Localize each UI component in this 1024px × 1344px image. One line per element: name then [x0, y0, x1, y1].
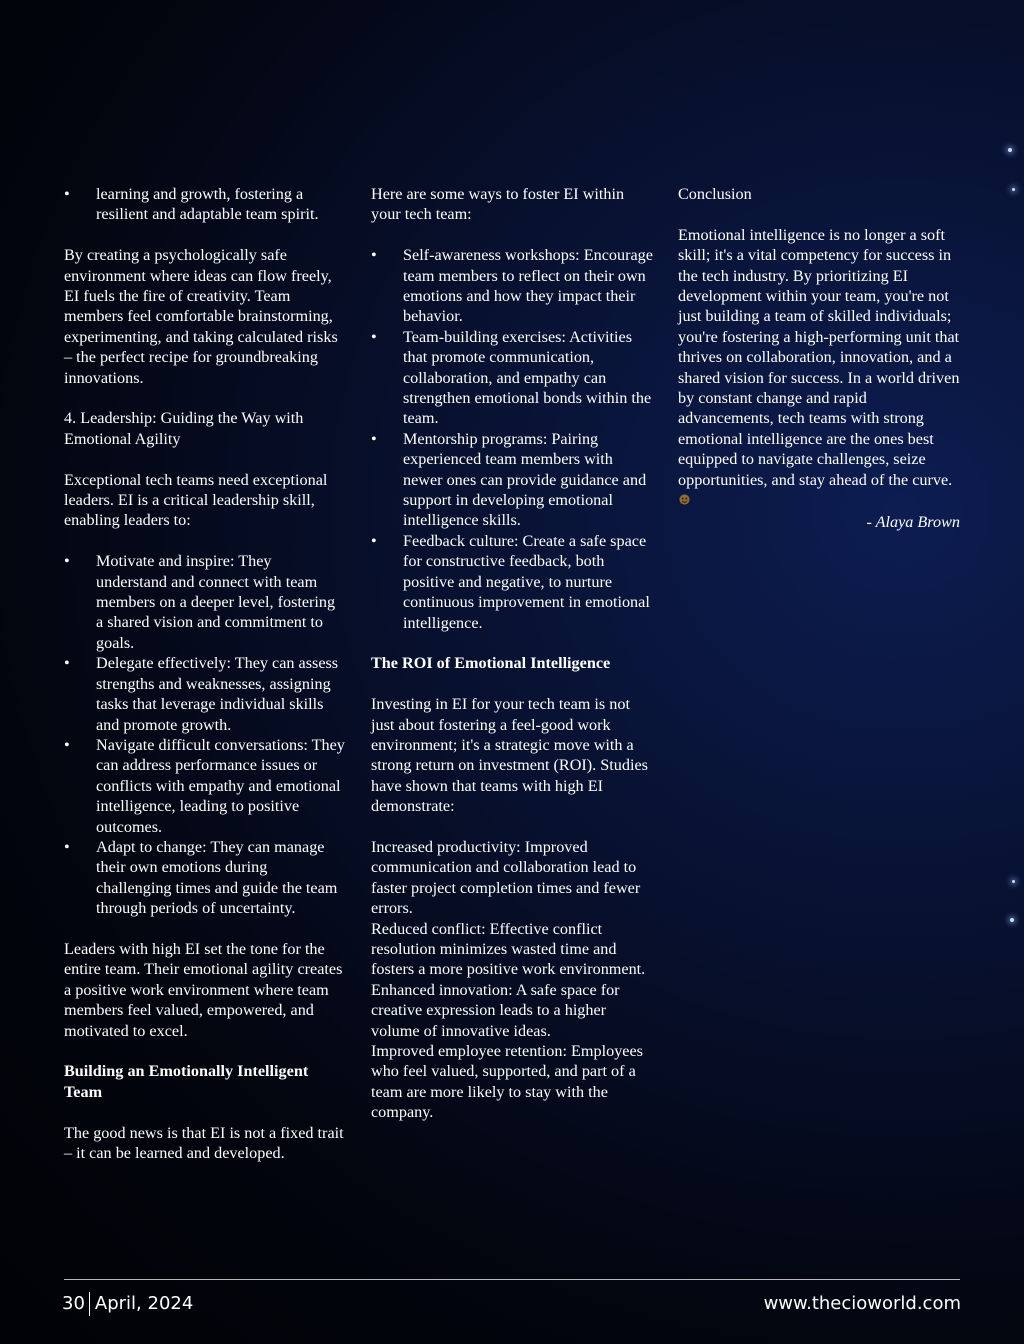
list-item: • Team-building exercises: Activities that promote communication, collaboration, and empathy can strengthen emotional bonds within the team. — [371, 327, 655, 429]
list-item: • Mentorship programs: Pairing experienced team members with newer ones can provide guidance and support in developing emotional intelligence skills. — [371, 429, 655, 531]
bullet-list-continued — [64, 184, 346, 225]
benefit-item: Improved employee retention: Employees who feel valued, supported, and part of a team are more likely to stay with the company. — [371, 1042, 643, 1122]
benefit-item: Reduced conflict: Effective conflict resolution minimizes wasted time and fosters a more positive work environment. — [371, 919, 646, 979]
footer-page-info — [62, 1290, 193, 1318]
paragraph-leaders-intro: Exceptional tech teams need exceptional leaders. EI is a critical leadership skill, enabling leaders to: — [64, 470, 328, 530]
paragraph-ways-intro: Here are some ways to foster EI within your tech team: — [371, 185, 625, 224]
footer-separator — [89, 1292, 90, 1316]
benefit-item: Enhanced innovation: A safe space for creative expression leads to a higher volume of innovative ideas. — [371, 980, 620, 1040]
paragraph-creativity: By creating a psychologically safe environment where ideas can flow freely, EI fuels the fire of creativity. Team members feel comfortable brainstorming, experimenting, and taking calculated risks – the perfect recipe for groundbreaking innovations. — [64, 246, 338, 387]
website-url[interactable]: www.thecioworld.com — [763, 1293, 961, 1314]
list-item: • Feedback culture: Create a safe space for constructive feedback, both positive and negative, to nurture continuous improvement in emotional intelligence. — [371, 531, 655, 633]
paragraph-conclusion — [678, 225, 960, 512]
section-heading-leadership: 4. Leadership: Guiding the Way with Emotional Agility — [64, 409, 304, 448]
background-star — [1008, 148, 1012, 152]
footer-divider — [64, 1279, 960, 1280]
list-item: • Motivate and inspire: They understand and connect with team members on a deeper level, fostering a shared vision and commitment to goals. — [64, 551, 346, 653]
page-number: 30 — [62, 1293, 85, 1314]
section-heading-roi: The ROI of Emotional Intelligence — [371, 654, 611, 673]
paragraph-roi-intro: Investing in EI for your tech team is not just about fostering a feel-good work environment; it's a strategic move with a strong return on investment (ROI). Studies have shown that teams with high EI demonstrate: — [371, 695, 648, 816]
article-column-3 — [678, 184, 960, 552]
list-item: • Adapt to change: They can manage their own emotions during challenging times and guide the team through periods of uncertainty. — [64, 837, 346, 919]
leadership-skills-list — [64, 551, 346, 918]
paragraph-leaders-tone: Leaders with high EI set the tone for the entire team. Their emotional agility creates a positive work environment where team members feel valued, empowered, and motivated to excel. — [64, 939, 343, 1040]
conclusion-text: Emotional intelligence is no longer a soft skill; it's a vital competency for success in the tech industry. By prioritizing EI development within your team, you're not just building a team of skilled individuals; you're fostering a high-performing unit that thrives on collaboration, innovation, and a shared vision for success. In a world driven by constant change and rapid advancements, tech teams with strong emotional intelligence are the ones best equipped to navigate challenges, seize opportunities, and stay ahead of the curve. — [678, 225, 960, 489]
benefit-item: Increased productivity: Improved communication and collaboration lead to faster project completion times and fewer errors. — [371, 837, 641, 918]
article-column-2 — [371, 184, 655, 1123]
section-heading-conclusion: Conclusion — [678, 185, 752, 203]
decorative-emoji-icon — [678, 491, 691, 511]
article-column-1 — [64, 184, 346, 1184]
foster-ei-list — [371, 245, 655, 633]
list-item: • learning and growth, fostering a resilient and adaptable team spirit. — [64, 184, 346, 225]
background-star — [1012, 880, 1015, 883]
list-item: • Self-awareness workshops: Encourage team members to reflect on their own emotions and how they impact their behavior. — [371, 245, 655, 327]
background-star — [1010, 918, 1014, 922]
paragraph-good-news: The good news is that EI is not a fixed trait – it can be learned and developed. — [64, 1123, 344, 1162]
section-heading-building-team: Building an Emotionally Intelligent Team — [64, 1062, 309, 1101]
list-item: • Navigate difficult conversations: They can address performance issues or conflicts with empathy and emotional intelligence, leading to positive outcomes. — [64, 735, 346, 837]
background-star — [1012, 188, 1015, 191]
issue-date: April, 2024 — [94, 1293, 194, 1314]
author-signature: - Alaya Brown — [866, 512, 960, 531]
list-item: • Delegate effectively: They can assess strengths and weaknesses, assigning tasks that leverage individual skills and promote growth. — [64, 653, 346, 735]
